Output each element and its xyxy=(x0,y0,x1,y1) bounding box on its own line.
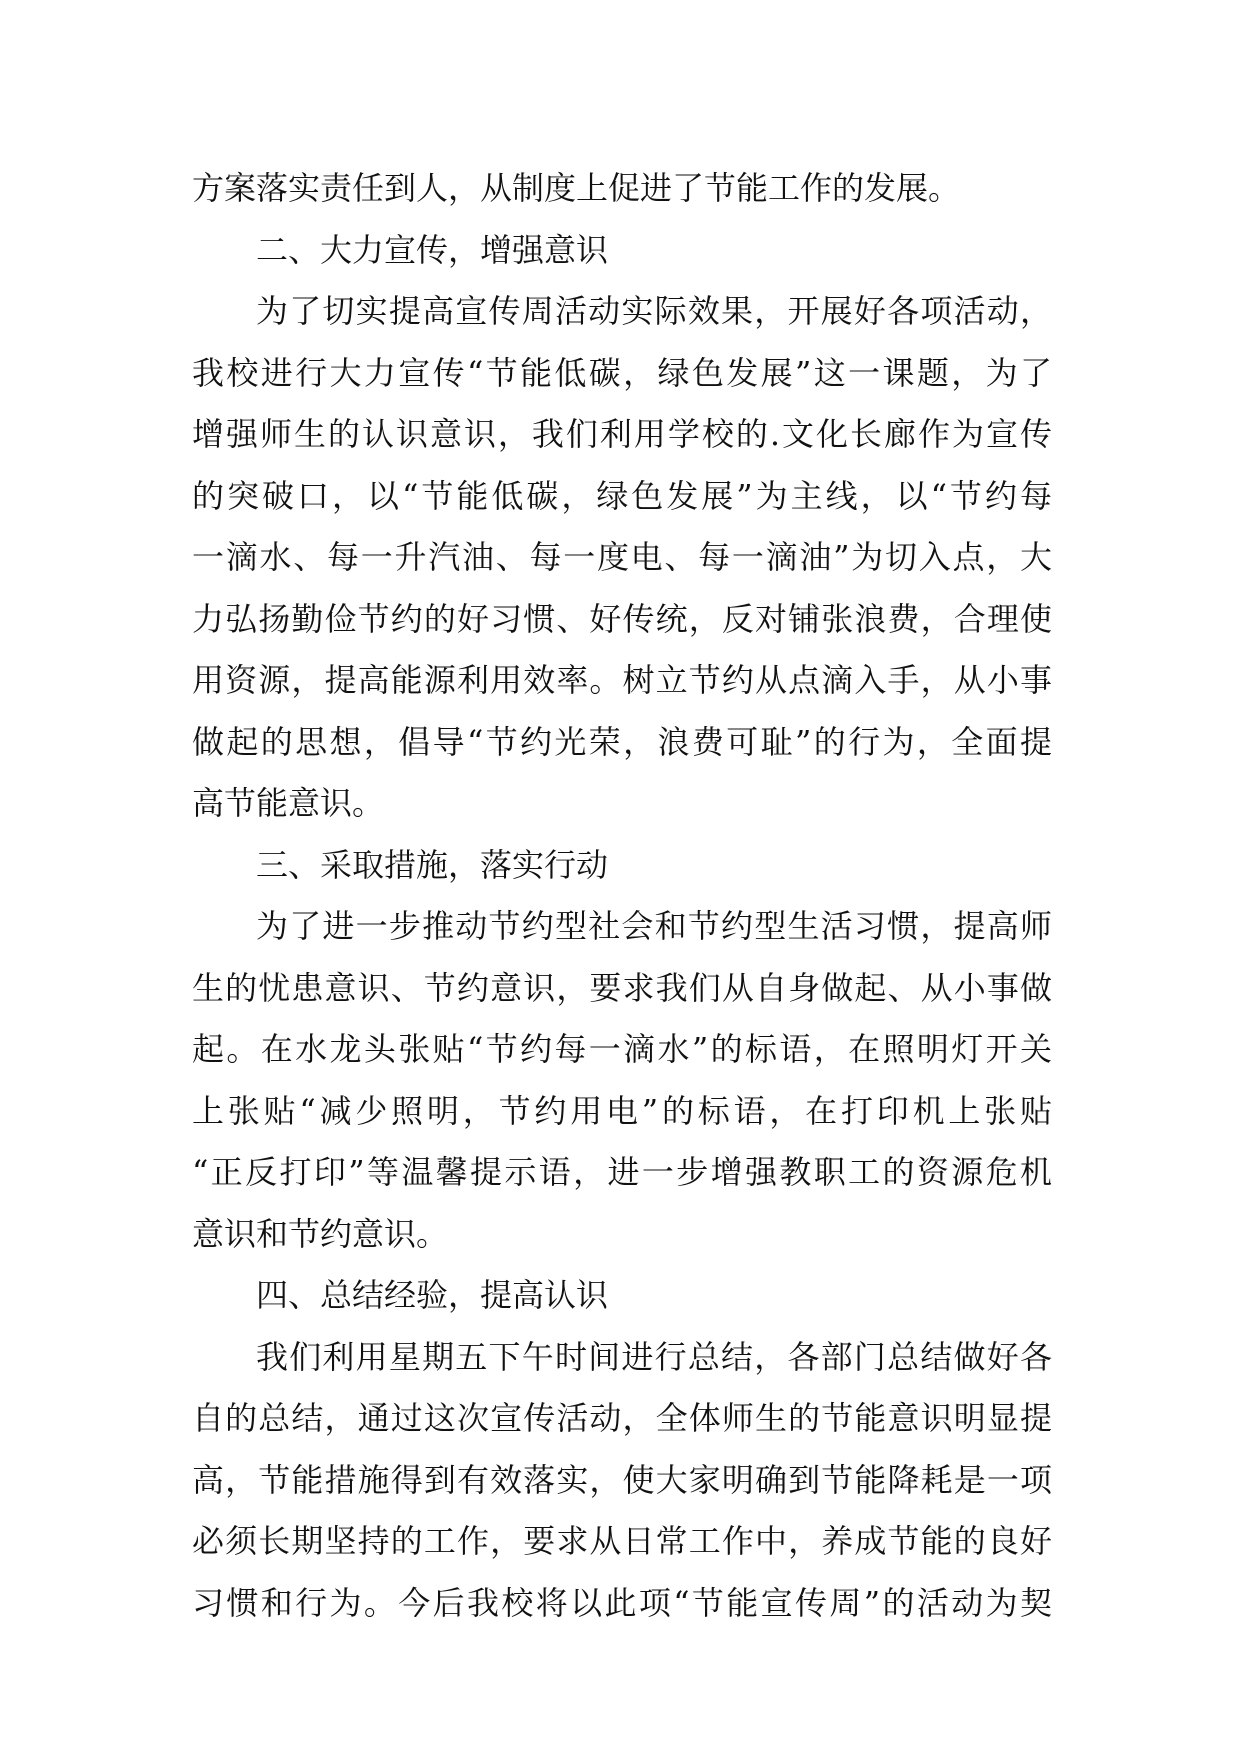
paragraph-line: 我们利用星期五下午时间进行总结，各部门总结做好各 xyxy=(256,1337,1052,1376)
section-heading: 四、总结经验，提高认识 xyxy=(256,1276,609,1314)
paragraph-line: 高节能意识。 xyxy=(192,784,385,822)
paragraph-line: 必须长期坚持的工作，要求从日常工作中，养成节能的良好 xyxy=(192,1522,1052,1560)
paragraph-line: 为了进一步推动节约型社会和节约型生活习惯，提高师 xyxy=(256,907,1052,945)
paragraph-line: 自的总结，通过这次宣传活动，全体师生的节能意识明显提 xyxy=(192,1399,1052,1437)
paragraph-line: 为了切实提高宣传周活动实际效果，开展好各项活动， xyxy=(256,292,1052,330)
paragraph-line: 做起的思想，倡导“节约光荣，浪费可耻”的行为，全面提 xyxy=(192,722,1052,761)
paragraph-line: 习惯和行为。今后我校将以此项“节能宣传周”的活动为契 xyxy=(192,1583,1052,1622)
paragraph-line: 一滴水、每一升汽油、每一度电、每一滴油”为切入点，大 xyxy=(192,538,1052,576)
paragraph-line: 意识和节约意识。 xyxy=(192,1214,449,1253)
paragraph-line: 高，节能措施得到有效落实，使大家明确到节能降耗是一项 xyxy=(192,1460,1052,1499)
paragraph-line: 力弘扬勤俭节约的好习惯、好传统，反对铺张浪费，合理使 xyxy=(192,599,1052,638)
paragraph-line: 我校进行大力宣传“节能低碳，绿色发展”这一课题，为了 xyxy=(192,353,1052,392)
paragraph-line: 方案落实责任到人，从制度上促进了节能工作的发展。 xyxy=(192,169,961,207)
paragraph-line: 上张贴“减少照明，节约用电”的标语，在打印机上张贴 xyxy=(192,1091,1052,1130)
section-heading: 二、大力宣传，增强意识 xyxy=(256,230,609,269)
document-body xyxy=(192,158,1052,1634)
paragraph-line: 起。在水龙头张贴“节约每一滴水”的标语，在照明灯开关 xyxy=(192,1030,1052,1068)
paragraph-line: “正反打印”等温馨提示语，进一步增强教职工的资源危机 xyxy=(192,1153,1052,1191)
section-heading: 三、采取措施，落实行动 xyxy=(256,845,609,884)
paragraph-line: 增强师生的认识意识，我们利用学校的.文化长廊作为宣传 xyxy=(192,415,1052,453)
paragraph-line: 生的忧患意识、节约意识，要求我们从自身做起、从小事做 xyxy=(192,968,1052,1007)
paragraph-line: 的突破口，以“节能低碳，绿色发展”为主线，以“节约每 xyxy=(192,476,1052,515)
paragraph-line: 用资源，提高能源利用效率。树立节约从点滴入手，从小事 xyxy=(192,661,1052,699)
